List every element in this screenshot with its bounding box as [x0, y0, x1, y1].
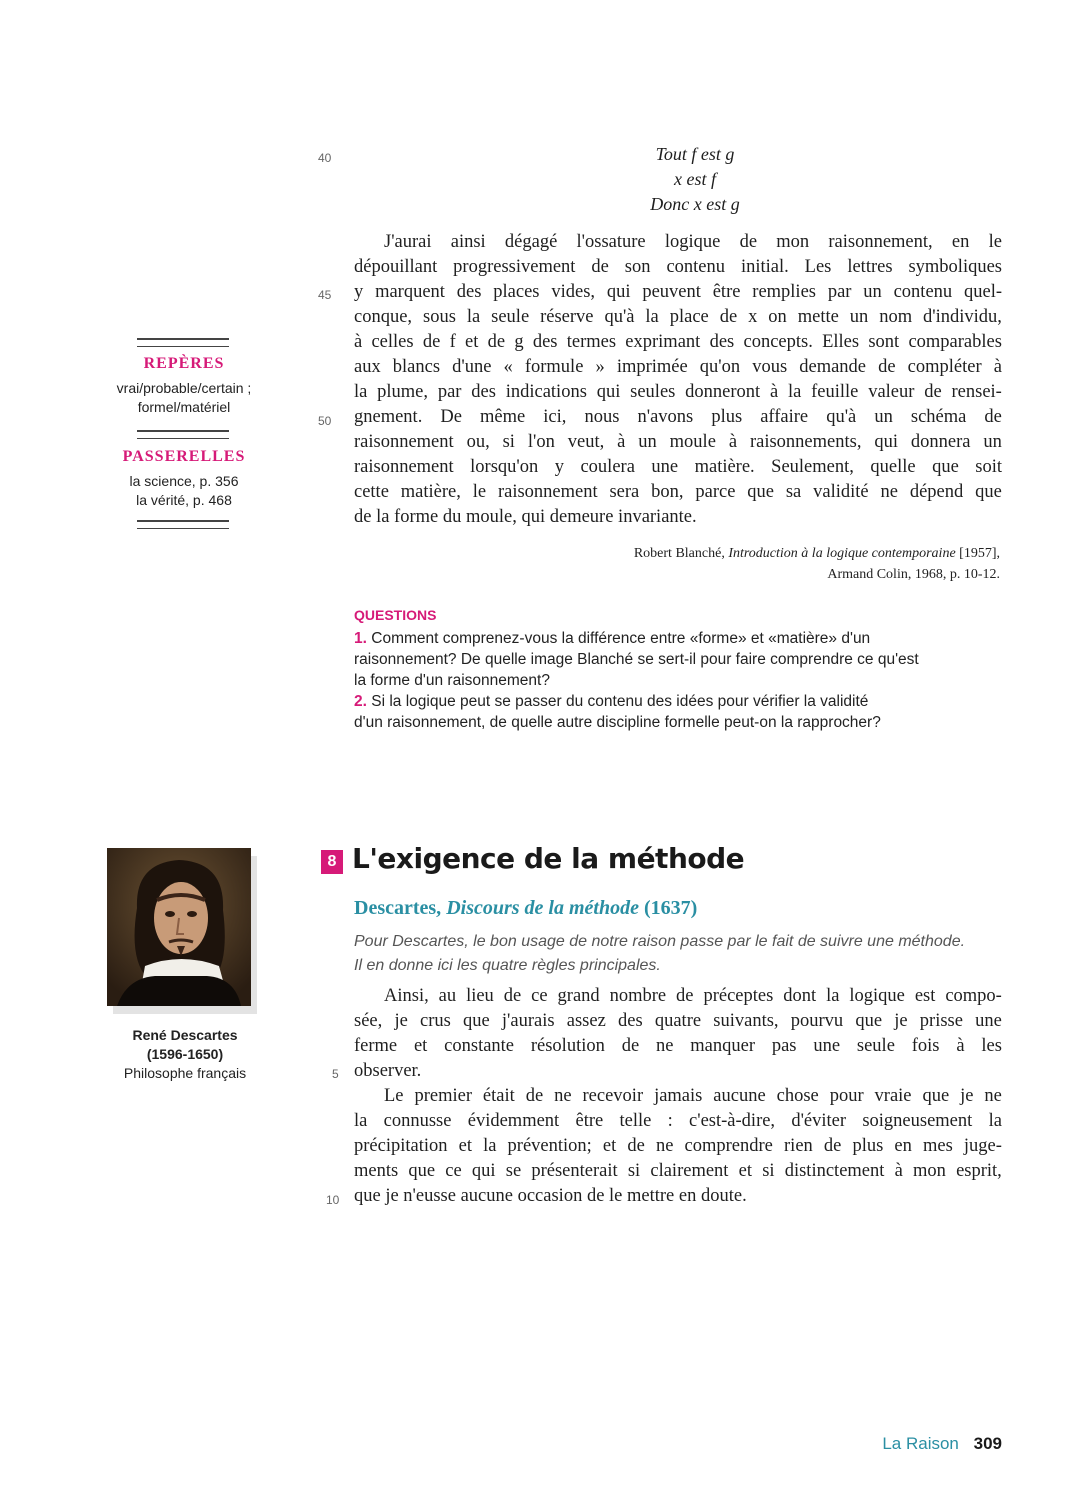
reperes-title: REPÈRES — [143, 355, 225, 372]
passerelles-link[interactable]: la science, p. 356 — [129, 473, 239, 489]
question-number: 1. — [354, 630, 367, 647]
page-footer — [882, 1434, 1002, 1454]
question-1-line: raisonnement? De quelle image Blanché se sert-il pour faire comprendre ce qu'est — [354, 651, 919, 668]
question-text: Si la logique peut se passer du contenu des idées pour vérifier la validité — [371, 693, 869, 710]
reperes-line: formel/matériel — [137, 399, 231, 415]
text-line: sée, je crus que j'aurais assez des quatre suivants, pourvu que je prisse une — [354, 1011, 1002, 1031]
text-line: aux blancs d'une « formule » imprimée qu'on vous demande de compléter à — [354, 357, 1002, 377]
text-line: précipitation et la prévention; et de ne comprendre rien de plus en mes juge- — [354, 1136, 1002, 1156]
intro-line: Il en donne ici les quatre règles principales. — [354, 957, 661, 974]
sidebar-rule — [137, 520, 229, 529]
text-line: J'aurai ainsi dégagé l'ossature logique de mon raisonnement, en le — [384, 232, 1002, 252]
text-line: à celles de f et de g des termes exprimant des concepts. Elles sont comparables — [354, 332, 1002, 352]
passerelles-link[interactable]: la vérité, p. 468 — [136, 492, 232, 508]
section-title: L'exigence de la méthode — [352, 842, 745, 875]
syllogism-line: x est f — [674, 169, 716, 189]
text-line: ferme et constante résolution de ne manquer pas une seule fois à les — [354, 1036, 1002, 1056]
descartes-portrait — [107, 848, 251, 1006]
source-author: Robert Blanché, — [633, 546, 725, 561]
text-line: observer. — [354, 1061, 422, 1081]
caption-dates: (1596-1650) — [146, 1046, 224, 1062]
page-number: 309 — [973, 1434, 1002, 1453]
passerelles-title: PASSERELLES — [122, 448, 246, 465]
source-publisher: Armand Colin, 1968, p. 10-12. — [827, 567, 1000, 582]
source-title: Introduction à la logique contemporaine — [728, 546, 956, 561]
line-number: 40 — [318, 151, 332, 165]
section-author — [354, 897, 697, 920]
question-1-line — [354, 628, 870, 649]
text-line: gnement. De même ici, nous n'avons plus affaire qu'à un schéma de — [354, 407, 1002, 427]
text-line: Ainsi, au lieu de ce grand nombre de préceptes dont la logique est compo- — [384, 986, 1002, 1006]
sidebar-rule — [137, 338, 229, 347]
work-title: Discours de la méthode — [446, 897, 639, 919]
caption-name: René Descartes — [132, 1027, 238, 1043]
syllogism-line: Donc x est g — [650, 194, 740, 214]
text-line: conque, sous la seule réserve qu'à la place de x on mette un nom d'individu, — [354, 307, 1002, 327]
line-number: 10 — [326, 1193, 340, 1207]
caption-role: Philosophe français — [123, 1065, 247, 1081]
text-line: y marquent des places vides, qui peuvent être remplies par un contenu quel- — [354, 282, 1002, 302]
chapter-name: La Raison — [882, 1434, 959, 1453]
text-line: la plume, par des indications qui seules donneront à la feuille valeur de rensei- — [354, 382, 1002, 402]
intro-line: Pour Descartes, le bon usage de notre raison passe par le fait de suivre une méthode. — [354, 933, 966, 950]
question-2-line — [354, 691, 868, 712]
question-text: Comment comprenez-vous la différence entre «forme» et «matière» d'un — [371, 630, 871, 647]
text-line: Le premier était de ne recevoir jamais aucune chose pour vraie que je ne — [384, 1086, 1002, 1106]
author-name: Descartes, — [354, 897, 442, 919]
question-2-line: d'un raisonnement, de quelle autre discipline formelle peut-on la rapprocher? — [354, 714, 881, 731]
questions-title: QUESTIONS — [354, 607, 437, 623]
source-year: [1957], — [959, 546, 1000, 561]
work-year: (1637) — [643, 897, 698, 919]
text-line: raisonnement lorsqu'on y coulera une matière. Seulement, quelle que soit — [354, 457, 1002, 477]
text-line: que je n'eusse aucune occasion de le mettre en doute. — [354, 1186, 747, 1206]
text-line: de la forme du moule, qui demeure invariante. — [354, 507, 697, 527]
sidebar-rule — [137, 430, 229, 439]
portrait-caption — [100, 1026, 270, 1083]
text-line: raisonnement ou, si l'on veut, à un moule à raisonnements, qui donnera un — [354, 432, 1002, 452]
source-citation — [634, 543, 1000, 564]
text-line: la connusse évidemment être telle : c'est-à-dire, d'éviter soigneusement la — [354, 1111, 1002, 1131]
line-number: 45 — [318, 288, 332, 302]
text-line: cette matière, le raisonnement sera bon, parce que sa validité ne dépend que — [354, 482, 1002, 502]
line-number: 5 — [332, 1067, 339, 1081]
question-number: 2. — [354, 693, 367, 710]
text-line: dépouillant progressivement de son contenu initial. Les lettres symboliques — [354, 257, 1002, 277]
reperes-line: vrai/probable/certain ; — [116, 380, 252, 396]
text-line: ments que ce qui se présenterait si clairement et si distinctement à mon esprit, — [354, 1161, 1002, 1181]
section-number-badge: 8 — [321, 850, 343, 874]
syllogism-line: Tout f est g — [655, 144, 735, 164]
line-number: 50 — [318, 414, 332, 428]
question-1-line: la forme d'un raisonnement? — [354, 672, 550, 689]
